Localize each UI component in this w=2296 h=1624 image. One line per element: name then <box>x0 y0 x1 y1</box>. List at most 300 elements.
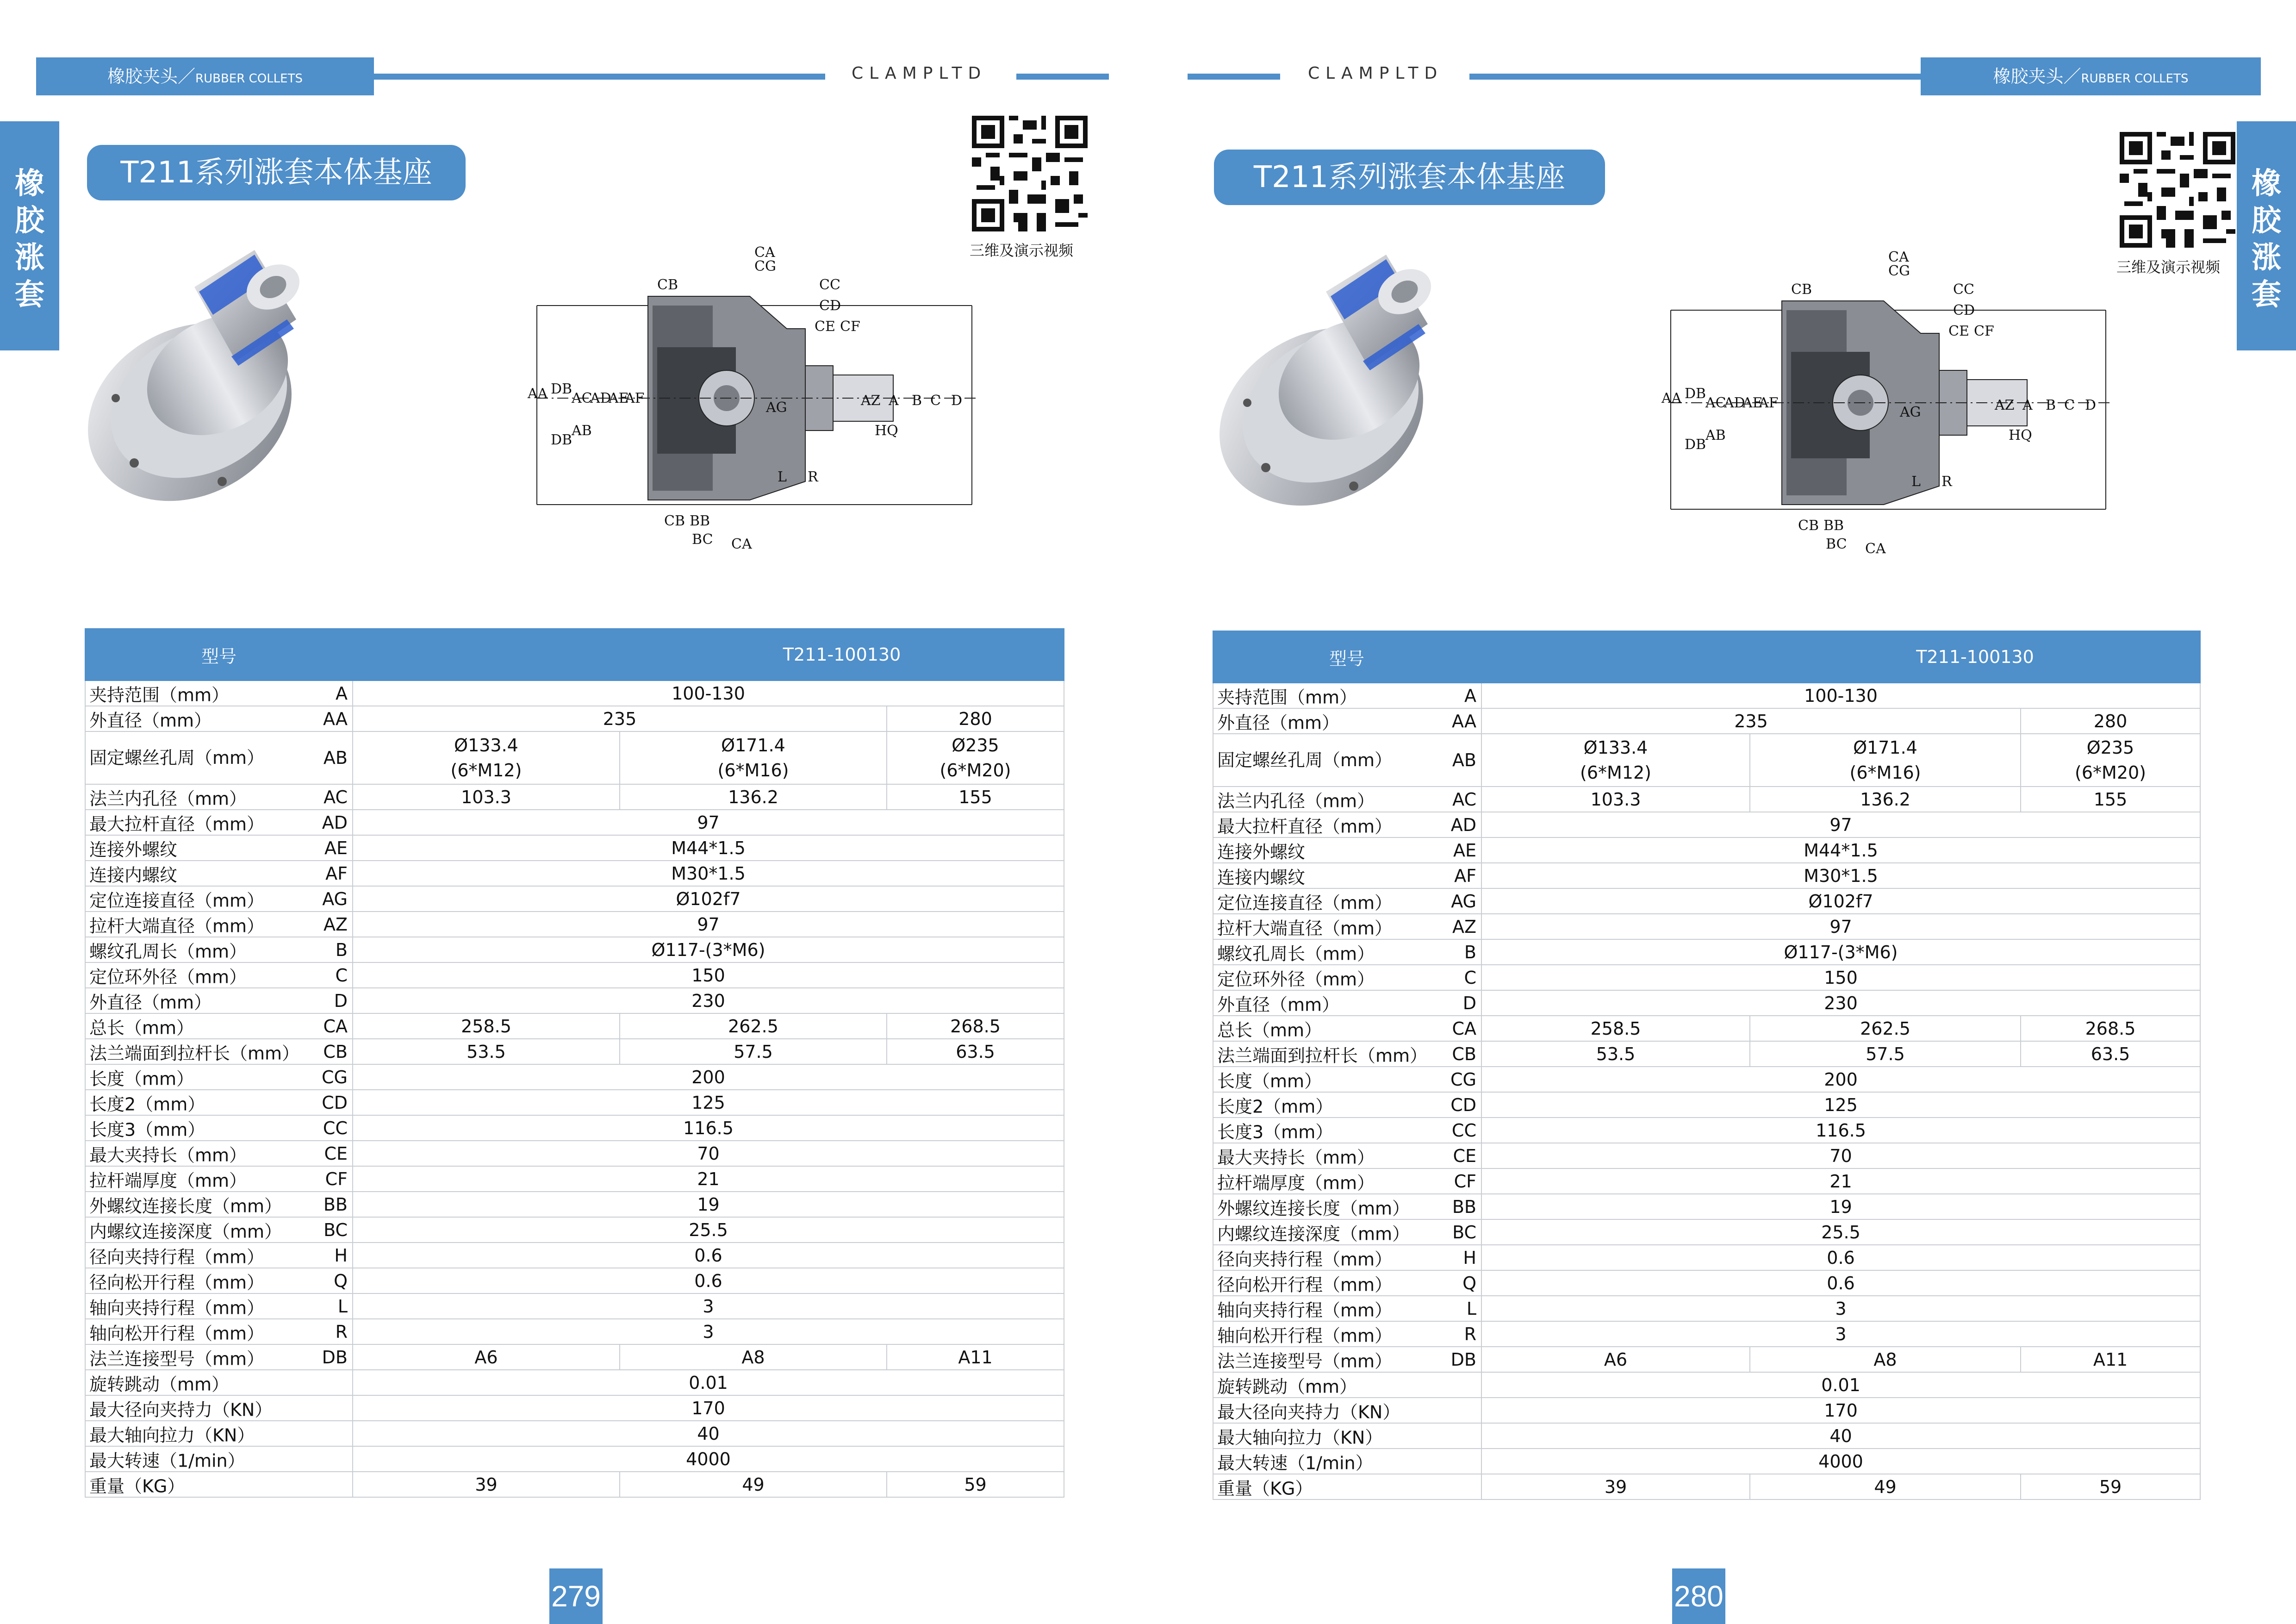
qr-code[interactable] <box>2120 132 2235 248</box>
side-char: 涨 <box>15 241 44 275</box>
table-row <box>1213 1219 2200 1245</box>
param-code: CB <box>323 1041 348 1062</box>
dim-label: L <box>778 469 787 485</box>
dim-label: AC <box>572 390 592 406</box>
value-cell: A11 <box>2021 1347 2200 1372</box>
table-row <box>1213 812 2200 837</box>
param-name: 最大转速（1/min） <box>89 1450 245 1471</box>
dim-label: CF <box>1974 323 1994 339</box>
table-row <box>1213 1347 2200 1372</box>
value-cell: 57.5 <box>620 1039 887 1064</box>
param-name: 最大夹持长（mm） <box>89 1145 247 1165</box>
param-name: 最大轴向拉力（KN） <box>1217 1427 1383 1448</box>
table-row <box>85 962 1064 988</box>
param-code: AZ <box>1452 916 1476 937</box>
side-char: 套 <box>15 278 44 312</box>
param-name: 轴向松开行程（mm） <box>1217 1325 1393 1346</box>
param-cell <box>85 1039 353 1064</box>
value-cell: Ø117-(3*M6) <box>353 937 1064 962</box>
value-cell: 70 <box>353 1141 1064 1166</box>
param-cell <box>1213 837 1481 863</box>
side-char: 涨 <box>2252 241 2281 275</box>
dim-label: BB <box>1823 518 1844 534</box>
dim-label: AB <box>572 423 592 439</box>
value-cell: 136.2 <box>620 784 887 810</box>
dim-label: CE <box>1948 323 1969 339</box>
param-code: CA <box>323 1016 348 1037</box>
param-name: 法兰端面到拉杆长（mm） <box>89 1043 300 1063</box>
value-cell: 258.5 <box>353 1013 620 1039</box>
value-cell: 39 <box>1481 1474 1750 1499</box>
value-cell: 97 <box>1481 914 2200 939</box>
table-row <box>85 1090 1064 1115</box>
table-row <box>85 861 1064 886</box>
value-cell: 97 <box>353 810 1064 835</box>
section-en: RUBBER COLLETS <box>2081 72 2189 86</box>
table-row <box>85 988 1064 1013</box>
param-name: 长度2（mm） <box>1217 1096 1333 1117</box>
param-cell <box>85 1064 353 1090</box>
value-cell: 280 <box>887 706 1064 731</box>
table-row <box>1213 1423 2200 1449</box>
value-cell: 4000 <box>353 1446 1064 1472</box>
table-row <box>1213 990 2200 1016</box>
value-cell: 100-130 <box>353 681 1064 706</box>
value-cell: Ø102f7 <box>353 886 1064 912</box>
param-cell <box>85 988 353 1013</box>
param-name: 夹持范围（mm） <box>89 685 230 705</box>
param-cell <box>85 1217 353 1243</box>
param-cell <box>1213 939 1481 965</box>
dim-label: HQ <box>2009 427 2032 443</box>
param-cell <box>85 1344 353 1370</box>
qr-caption: 三维及演示视频 <box>2116 258 2221 276</box>
value-cell <box>1750 734 2021 787</box>
param-code: CD <box>1450 1094 1476 1115</box>
param-name: 轴向松开行程（mm） <box>89 1323 265 1343</box>
value-cell: 155 <box>887 784 1064 810</box>
value-cell: M30*1.5 <box>353 861 1064 886</box>
qr-caption: 三维及演示视频 <box>970 242 1074 259</box>
param-cell <box>1213 1423 1481 1449</box>
table-row <box>1213 939 2200 965</box>
section-tab-left <box>36 57 374 95</box>
product-photo <box>1210 227 1488 514</box>
param-name: 定位环外径（mm） <box>89 967 247 987</box>
dim-label: CA <box>1888 249 1909 265</box>
param-code: CC <box>323 1118 348 1138</box>
table-row <box>85 1192 1064 1217</box>
param-name: 径向松开行程（mm） <box>89 1272 265 1293</box>
dim-label: A <box>889 393 899 409</box>
param-name: 轴向夹持行程（mm） <box>1217 1300 1393 1320</box>
value-cell: 136.2 <box>1750 787 2021 812</box>
value-cell: 170 <box>353 1395 1064 1421</box>
value-cell: 59 <box>2021 1474 2200 1499</box>
param-code: A <box>1464 685 1476 706</box>
param-name: 外螺纹连接长度（mm） <box>1217 1198 1410 1218</box>
param-cell <box>1213 1296 1481 1321</box>
param-name: 拉杆大端直径（mm） <box>89 916 265 936</box>
table-row <box>1213 708 2200 734</box>
dim-label: CA <box>731 536 752 552</box>
section-cn: 橡胶夹头 <box>107 66 178 87</box>
dim-label: AG <box>766 400 787 416</box>
param-cell <box>1213 812 1481 837</box>
dim-label: D <box>2085 397 2097 413</box>
param-code: DB <box>1450 1349 1476 1370</box>
param-cell <box>85 810 353 835</box>
param-name: 螺纹孔周长（mm） <box>89 941 247 962</box>
param-cell <box>1213 1398 1481 1423</box>
param-cell <box>85 1395 353 1421</box>
value-cell: 200 <box>1481 1067 2200 1092</box>
section-tab-right <box>1921 57 2261 95</box>
table-row <box>85 835 1064 861</box>
table-row <box>1213 1245 2200 1270</box>
section-slash: ／ <box>2063 66 2081 87</box>
value-cell: 19 <box>1481 1194 2200 1219</box>
param-name: 总长（mm） <box>89 1018 194 1038</box>
table-row <box>85 1243 1064 1268</box>
model-header: 型号 <box>1213 631 1750 683</box>
param-cell <box>85 1141 353 1166</box>
param-cell <box>85 1319 353 1344</box>
param-name: 定位连接直径（mm） <box>1217 893 1393 913</box>
dim-label: DB <box>551 432 572 448</box>
side-char: 胶 <box>15 204 44 238</box>
header-rule <box>374 74 825 80</box>
param-cell <box>85 886 353 912</box>
value-cell: 53.5 <box>1481 1041 1750 1067</box>
param-cell <box>1213 787 1481 812</box>
dim-label: AE <box>1742 395 1763 411</box>
value-cell: A8 <box>1750 1347 2021 1372</box>
param-code: CE <box>324 1143 348 1164</box>
value-cell: 268.5 <box>887 1013 1064 1039</box>
param-code: CB <box>1452 1043 1476 1064</box>
value-cell: 150 <box>353 962 1064 988</box>
param-name: 长度3（mm） <box>89 1119 205 1140</box>
param-name: 内螺纹连接深度（mm） <box>89 1221 282 1242</box>
param-name: 长度3（mm） <box>1217 1122 1333 1142</box>
value-cell: 262.5 <box>620 1013 887 1039</box>
table-row <box>85 1268 1064 1293</box>
value-cell: 116.5 <box>1481 1118 2200 1143</box>
value-cell <box>1481 734 1750 787</box>
table-row <box>1213 1067 2200 1092</box>
param-code: AA <box>323 708 348 729</box>
param-code: D <box>1462 993 1476 1013</box>
param-code: B <box>335 939 348 960</box>
page-number: 280 <box>1672 1568 1725 1624</box>
value-cell: 40 <box>353 1421 1064 1446</box>
value-cell: 125 <box>353 1090 1064 1115</box>
value-cell: 3 <box>353 1319 1064 1344</box>
param-name: 固定螺丝孔周（mm） <box>1217 750 1393 770</box>
dim-label: CC <box>1953 281 1974 298</box>
table-row <box>85 731 1064 784</box>
side-char: 胶 <box>2252 204 2281 238</box>
param-name: 长度（mm） <box>89 1068 194 1089</box>
value-line: Ø133.4 <box>454 735 518 756</box>
value-cell: 25.5 <box>1481 1219 2200 1245</box>
param-code: AD <box>322 812 348 833</box>
param-code: BC <box>324 1219 348 1240</box>
dim-label: AF <box>1759 395 1779 411</box>
param-cell <box>1213 1143 1481 1168</box>
param-name: 外直径（mm） <box>1217 712 1340 733</box>
value-line: (6*M12) <box>450 760 522 781</box>
table-row <box>1213 965 2200 990</box>
value-cell: 63.5 <box>887 1039 1064 1064</box>
param-cell <box>85 835 353 861</box>
param-code: L <box>337 1296 348 1317</box>
param-code: R <box>1464 1324 1476 1344</box>
param-name: 旋转跳动（mm） <box>1217 1376 1357 1397</box>
param-cell <box>85 731 353 784</box>
model-value: T211-100130 <box>1750 631 2200 683</box>
value-cell <box>353 731 620 784</box>
dim-label: AZ <box>1995 397 2015 413</box>
dim-label: AA <box>528 386 548 402</box>
param-name: 拉杆端厚度（mm） <box>89 1170 247 1191</box>
param-cell <box>85 706 353 731</box>
value-cell: Ø117-(3*M6) <box>1481 939 2200 965</box>
param-code: R <box>335 1321 348 1342</box>
param-code: CG <box>1450 1069 1476 1090</box>
table-row <box>1213 1398 2200 1423</box>
param-name: 法兰内孔径（mm） <box>1217 791 1375 811</box>
table-row <box>1213 1474 2200 1499</box>
dim-label: DB <box>1685 386 1706 402</box>
dim-label: CD <box>1953 302 1975 319</box>
value-cell: 103.3 <box>353 784 620 810</box>
value-line: (6*M12) <box>1580 762 1651 783</box>
value-cell: 262.5 <box>1750 1016 2021 1041</box>
side-char: 橡 <box>15 167 44 201</box>
qr-code[interactable] <box>972 116 1088 231</box>
param-cell <box>85 912 353 937</box>
param-name: 最大径向夹持力（KN） <box>1217 1402 1400 1422</box>
param-cell <box>1213 683 1481 708</box>
table-row <box>85 1421 1064 1446</box>
param-cell <box>1213 888 1481 914</box>
value-cell <box>887 731 1064 784</box>
param-cell <box>85 1293 353 1319</box>
param-name: 重量（KG） <box>89 1476 185 1496</box>
value-cell: 3 <box>353 1293 1064 1319</box>
param-cell <box>1213 914 1481 939</box>
value-cell: A8 <box>620 1344 887 1370</box>
value-cell: 103.3 <box>1481 787 1750 812</box>
param-name: 外直径（mm） <box>1217 994 1340 1015</box>
table-row <box>1213 1372 2200 1398</box>
param-name: 拉杆端厚度（mm） <box>1217 1173 1375 1193</box>
param-cell <box>1213 1321 1481 1347</box>
param-name: 连接外螺纹 <box>1217 842 1306 862</box>
param-name: 法兰内孔径（mm） <box>89 788 247 809</box>
value-cell: 100-130 <box>1481 683 2200 708</box>
param-code: Q <box>334 1270 348 1291</box>
table-row <box>1213 683 2200 708</box>
value-cell: 280 <box>2021 708 2200 734</box>
technical-drawing <box>518 241 990 565</box>
param-cell <box>1213 1270 1481 1296</box>
param-name: 夹持范围（mm） <box>1217 687 1357 707</box>
value-cell: A11 <box>887 1344 1064 1370</box>
dim-label: HQ <box>875 423 898 439</box>
param-code: B <box>1464 942 1476 962</box>
value-cell: M30*1.5 <box>1481 863 2200 888</box>
param-code: CG <box>322 1067 348 1087</box>
technical-drawing <box>1652 245 2124 569</box>
table-row <box>1213 1092 2200 1118</box>
table-row <box>1213 914 2200 939</box>
param-code: C <box>1464 967 1476 988</box>
param-cell <box>85 1446 353 1472</box>
section-cn: 橡胶夹头 <box>1993 66 2064 87</box>
spec-table <box>85 628 1064 1498</box>
param-name: 重量（KG） <box>1217 1478 1313 1499</box>
param-cell <box>85 1115 353 1141</box>
table-row <box>85 1115 1064 1141</box>
param-cell <box>1213 965 1481 990</box>
page-number: 279 <box>549 1568 603 1624</box>
value-cell: 4000 <box>1481 1449 2200 1474</box>
value-cell: 268.5 <box>2021 1016 2200 1041</box>
value-cell: M44*1.5 <box>353 835 1064 861</box>
dim-label: AC <box>1705 395 1726 411</box>
table-row <box>85 706 1064 731</box>
value-cell: 19 <box>353 1192 1064 1217</box>
dim-label: R <box>808 469 818 485</box>
param-code: AC <box>1452 789 1476 810</box>
param-name: 最大轴向拉力（KN） <box>89 1425 255 1445</box>
value-cell: 21 <box>353 1166 1064 1192</box>
table-row <box>1213 1449 2200 1474</box>
param-code: AF <box>325 863 348 884</box>
value-cell: 97 <box>1481 812 2200 837</box>
value-cell: 230 <box>353 988 1064 1013</box>
param-code: AC <box>324 787 348 807</box>
value-cell: 59 <box>887 1472 1064 1497</box>
dim-label: CG <box>1888 263 1910 279</box>
param-code: AE <box>1453 840 1476 861</box>
value-line: (6*M20) <box>2075 762 2146 783</box>
table-row <box>85 1293 1064 1319</box>
brand-text: CLAMPLTD <box>1308 64 1444 83</box>
dim-label: AD <box>1724 395 1745 411</box>
value-line: Ø133.4 <box>1583 737 1648 758</box>
table-row <box>1213 837 2200 863</box>
table-row <box>1213 1194 2200 1219</box>
param-name: 定位连接直径（mm） <box>89 890 265 911</box>
dim-label: DB <box>1685 437 1706 453</box>
value-cell: 3 <box>1481 1321 2200 1347</box>
param-cell <box>1213 990 1481 1016</box>
value-cell: 53.5 <box>353 1039 620 1064</box>
param-name: 固定螺丝孔周（mm） <box>89 748 265 768</box>
table-row <box>85 1039 1064 1064</box>
value-cell: 200 <box>353 1064 1064 1090</box>
table-row <box>1213 863 2200 888</box>
param-code: Q <box>1462 1273 1476 1293</box>
table-row <box>1213 1143 2200 1168</box>
table-row <box>1213 1168 2200 1194</box>
table-row <box>1213 1296 2200 1321</box>
value-cell: 0.6 <box>1481 1270 2200 1296</box>
param-name: 长度2（mm） <box>89 1094 205 1114</box>
param-cell <box>1213 1194 1481 1219</box>
value-cell: 170 <box>1481 1398 2200 1423</box>
value-cell: 63.5 <box>2021 1041 2200 1067</box>
param-cell <box>85 1268 353 1293</box>
param-cell <box>85 1192 353 1217</box>
dim-label: R <box>1941 474 1952 490</box>
dim-label: CA <box>754 244 775 261</box>
table-row <box>85 886 1064 912</box>
table-row <box>85 1370 1064 1395</box>
table-row <box>85 1446 1064 1472</box>
param-name: 外直径（mm） <box>89 992 212 1012</box>
table-row <box>1213 1321 2200 1347</box>
value-cell: 39 <box>353 1472 620 1497</box>
param-cell <box>1213 1092 1481 1118</box>
param-name: 长度（mm） <box>1217 1071 1322 1091</box>
param-code: AD <box>1450 814 1476 835</box>
param-cell <box>1213 1041 1481 1067</box>
param-name: 最大夹持长（mm） <box>1217 1147 1375 1168</box>
param-code: CE <box>1453 1145 1476 1166</box>
dim-label: AD <box>590 390 611 406</box>
param-cell <box>1213 863 1481 888</box>
dim-label: B <box>2046 397 2056 413</box>
value-cell: 97 <box>353 912 1064 937</box>
param-name: 法兰端面到拉杆长（mm） <box>1217 1045 1428 1066</box>
param-code: L <box>1466 1298 1476 1319</box>
value-cell: 0.6 <box>353 1243 1064 1268</box>
param-cell <box>85 1243 353 1268</box>
param-name: 法兰连接型号（mm） <box>89 1349 265 1369</box>
value-cell: 230 <box>1481 990 2200 1016</box>
dim-label: BB <box>690 513 710 529</box>
dim-label: CB <box>1798 518 1819 534</box>
param-cell <box>85 861 353 886</box>
param-cell <box>1213 734 1481 787</box>
param-code: CF <box>325 1168 348 1189</box>
dim-label: AB <box>1705 427 1726 443</box>
dim-label: C <box>930 393 941 409</box>
param-cell <box>1213 708 1481 734</box>
param-cell <box>85 937 353 962</box>
param-cell <box>1213 1372 1481 1398</box>
value-cell: A6 <box>1481 1347 1750 1372</box>
param-code: AB <box>1452 750 1476 770</box>
param-cell <box>85 784 353 810</box>
value-cell: 258.5 <box>1481 1016 1750 1041</box>
value-cell: 57.5 <box>1750 1041 2021 1067</box>
param-cell <box>1213 1016 1481 1041</box>
value-cell: 125 <box>1481 1092 2200 1118</box>
table-row <box>85 1217 1064 1243</box>
table-row <box>85 1013 1064 1039</box>
dim-label: B <box>912 393 922 409</box>
table-row <box>85 1141 1064 1166</box>
param-name: 外螺纹连接长度（mm） <box>89 1196 282 1216</box>
header-rule <box>1016 74 1109 80</box>
dim-label: CB <box>657 277 678 293</box>
